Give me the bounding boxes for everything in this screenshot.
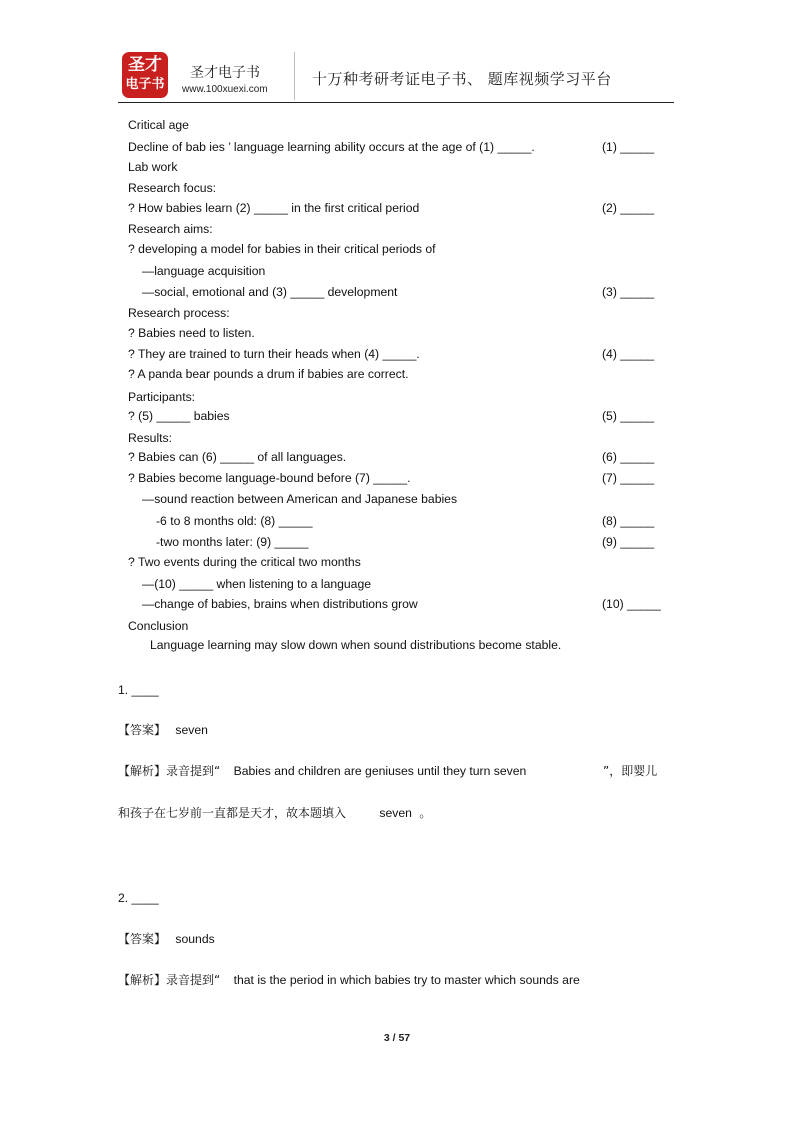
outline-line: —social, emotional and (3) _____ development [142,285,398,299]
analysis-after: ”，即婴儿 [603,764,658,778]
outline-line: ? How babies learn (2) _____ in the first critical period [128,201,420,215]
outline-line: —sound reaction between American and Japanese babies [142,492,458,506]
outline-line: Conclusion [128,619,189,633]
outline-line: Decline of bab ies ’ language learning ability occurs at the age of (1) _____. [128,140,535,154]
outline-line: -6 to 8 months old: (8) _____ [156,514,313,528]
logo-text-top: 圣才 [128,55,162,75]
outline-line: Lab work [128,160,178,174]
answer-line [118,931,215,947]
answer-value: sounds [175,932,215,946]
analysis-end: 。 [419,806,432,820]
answer-blank: (3) _____ [602,285,655,299]
outline-line: ? (5) _____ babies [128,409,230,423]
answer-blank: (1) _____ [602,140,655,154]
outline-line: ? Babies need to listen. [128,326,255,340]
analysis-line-2 [118,805,431,821]
answer-blank: (8) _____ [602,514,655,528]
answer-blank: (9) _____ [602,535,655,549]
outline-line: —change of babies, brains when distributions grow [142,597,418,611]
header-slogan: 十万种考研考证电子书、 题库视频学习平台 [312,70,612,88]
outline-line: -two months later: (9) _____ [156,535,309,549]
brand-name: 圣才电子书 [190,65,260,81]
answer-value: seven [175,723,208,737]
answer-blank: (7) _____ [602,471,655,485]
analysis-label: 【解析】录音提到“ [118,973,221,987]
question-number: 2. ____ [118,891,159,905]
outline-line: Research process: [128,306,230,320]
analysis-line [118,972,580,988]
outline-line: ? Babies become language-bound before (7) _____. [128,471,411,485]
outline-line: ? They are trained to turn their heads when (4) _____. [128,347,420,361]
answer-blank: (2) _____ [602,201,655,215]
answer-blank: (6) _____ [602,450,655,464]
outline-line: —language acquisition [142,264,266,278]
answer-label: 【答案】 [118,723,167,737]
outline-line: Research focus: [128,181,217,195]
outline-line: Results: [128,431,173,445]
analysis-cn: 和孩子在七岁前一直都是天才，故本题填入 [118,806,347,820]
brand-url: www.100xuexi.com [182,84,268,95]
outline-line: Research aims: [128,222,213,236]
answer-line [118,722,208,738]
analysis-label: 【解析】录音提到“ [118,764,221,778]
answer-blank: (10) _____ [602,597,661,611]
analysis-keyword: seven [379,806,412,820]
answer-blank: (4) _____ [602,347,655,361]
outline-line: —(10) _____ when listening to a language [142,577,372,591]
brand-block [174,52,295,100]
question-number: 1. ____ [118,683,159,697]
logo-text-bottom: 电子书 [125,77,165,92]
analysis-line [118,763,674,779]
analysis-quote: that is the period in which babies try to master which sounds are [233,973,580,987]
page-header [118,50,674,103]
outline-line: ? Two events during the critical two months [128,555,361,569]
outline-line: ? Babies can (6) _____ of all languages. [128,450,347,464]
analysis-quote: Babies and children are geniuses until they turn seven [233,764,527,778]
brand-logo [122,52,168,98]
answer-label: 【答案】 [118,932,167,946]
page-number: 3 / 57 [383,1032,411,1044]
outline-line: Participants: [128,390,196,404]
answer-blank: (5) _____ [602,409,655,423]
outline-line: ? A panda bear pounds a drum if babies are correct. [128,367,409,381]
outline-line: ? developing a model for babies in their critical periods of [128,242,436,256]
outline-line: Critical age [128,118,189,132]
outline-line: Language learning may slow down when sound distributions become stable. [150,638,562,652]
